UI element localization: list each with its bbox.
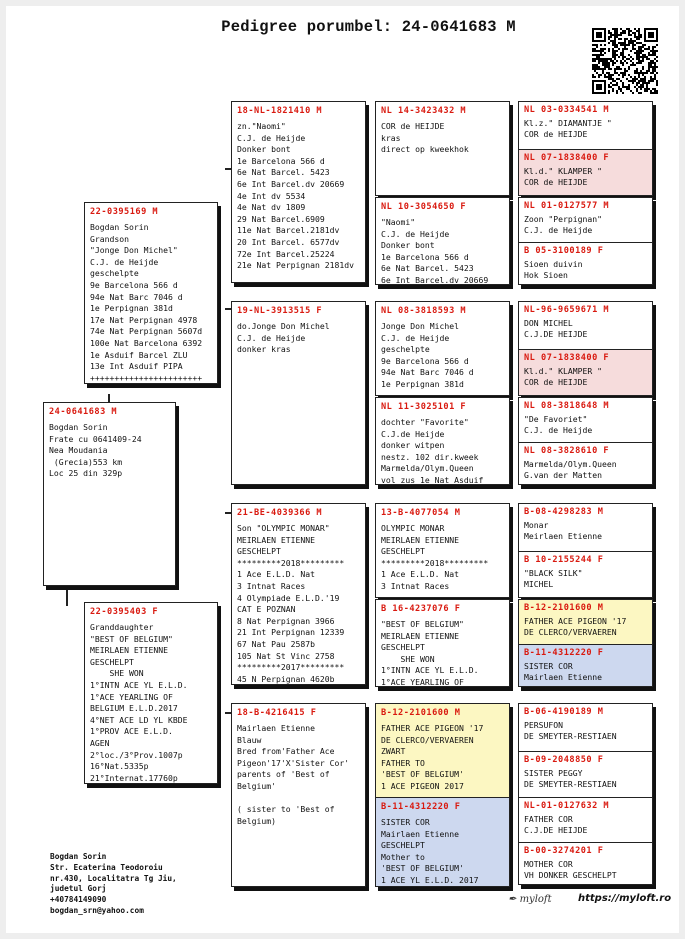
pedigree-line: nestz. 102 dir.kweek — [381, 451, 479, 462]
pedigree-line: MEIRLAEN ETIENNE — [90, 645, 168, 656]
ancestor-entry — [519, 398, 652, 442]
pedigree-line: donker kras — [237, 344, 291, 355]
great-grandparent-card — [375, 101, 510, 196]
dam-lines — [90, 622, 212, 784]
great-grandparent-card — [375, 197, 510, 285]
ancestor-entry — [519, 551, 652, 598]
pedigree-line: DE SMEYTER-RESTIAEN — [524, 779, 617, 789]
pedigree-line: 1 ACE PIGEON 2017 — [381, 780, 464, 791]
connector — [66, 584, 68, 606]
pedigree-line: 6e Nat Barcel. 5423 — [381, 263, 474, 274]
pedigree-line: 21°Internat.17760p — [90, 772, 178, 783]
pedigree-line: SISTER COR — [524, 661, 573, 671]
great-grandparent-card — [375, 797, 510, 887]
pedigree-line: 6e Int Barcel.dv 20669 — [237, 178, 345, 189]
pedigree-line: *********2017********* — [237, 662, 345, 673]
ring-number: 19-NL-3913515 F — [237, 306, 323, 316]
pedigree-line: MEIRLAEN ETIENNE — [381, 534, 459, 545]
pedigree-line: Donker bont — [381, 240, 435, 251]
ring-number: 22-0395403 F — [90, 607, 159, 617]
pedigree-line: OLYMPIC MONAR — [381, 523, 445, 533]
ancestor-entry — [519, 798, 652, 842]
pedigree-line — [237, 793, 360, 805]
pedigree-line: Hok Sioen — [524, 270, 568, 280]
pedigree-line: Pigeon'17'X'Sister Cor' — [237, 757, 350, 768]
ring-number: NL-96-9659671 M — [524, 305, 610, 315]
ancestor-entry — [519, 198, 652, 242]
pedigree-line: C.J. de Heijde — [90, 256, 159, 267]
pedigree-line: "BEST OF BELGIUM" — [381, 619, 464, 629]
pedigree-line: PERSUFON — [524, 720, 563, 730]
ring-number: B-11-4312220 F — [381, 802, 461, 812]
ring-number: NL 08-3818648 M — [524, 401, 610, 411]
pedigree-line: 1e Barcelona 566 d — [237, 155, 325, 166]
ring-number: NL 03-0334541 M — [524, 105, 610, 115]
pedigree-line: C.J. de Heijde — [381, 332, 450, 343]
pedigree-line: donker witpen — [381, 440, 445, 451]
logo-text: myloft — [519, 894, 552, 905]
pedigree-line: GESCHELPT — [381, 840, 425, 851]
pedigree-line: Meirlaen Etienne — [524, 531, 602, 541]
pedigree-line: 4°NET ACE LD YL KBDE — [90, 714, 188, 725]
ring-number: 18-B-4216415 F — [237, 708, 317, 718]
pedigree-line: COR de HEIJDE — [381, 121, 445, 131]
pedigree-line: 45 N Perpignan 4620b — [237, 673, 335, 684]
owner-street: Str. Ecaterina Teodoroiu — [50, 862, 163, 872]
pedigree-line: 9e Barcelona 566 d — [90, 279, 178, 290]
ring-number: B 05-3100189 F — [524, 246, 604, 256]
gp-dd-lines — [237, 723, 360, 827]
ancestor-entry — [519, 149, 652, 196]
pedigree-line: direct op kweekhok — [381, 144, 469, 155]
great-great-grandparent-pair — [518, 797, 653, 885]
pedigree-line: C.J.de Heijde — [381, 428, 445, 439]
pedigree-line: 4e Nat dv 1809 — [237, 202, 306, 213]
ancestor-entry — [519, 644, 652, 687]
pedigree-line: Jonge Don Michel — [381, 321, 459, 331]
pedigree-line: 1°INTN ACE YL E.L.D. — [90, 679, 188, 690]
great-grandparent-card — [375, 599, 510, 687]
pedigree-line: Mother to — [381, 851, 425, 862]
sire-card — [84, 202, 218, 384]
pedigree-line: 1°PROV ACE E.L.D. — [90, 726, 173, 737]
great-grandparent-card — [375, 503, 510, 598]
pedigree-line: DE CLERCO/VERVAEREN — [524, 627, 617, 637]
pedigree-line: 'BEST OF BELGIUM' — [381, 863, 464, 874]
pedigree-line: AGEN — [90, 737, 110, 748]
pedigree-line: DE CLERCO/VERVAEREN — [381, 734, 474, 745]
ancestor-entry — [519, 600, 652, 644]
ring-number: NL 07-1838400 F — [524, 353, 610, 363]
pedigree-line: 1e Perpignan 381d — [90, 303, 173, 314]
pedigree-line: Kl.d." KLAMPER " — [524, 366, 602, 376]
pedigree-line: GESCHELPT — [90, 656, 134, 667]
pedigree-line: 13e Int Asduif PIPA — [90, 361, 183, 372]
sire-lines — [90, 222, 212, 384]
granddam-sire-side-card — [231, 301, 366, 485]
pedigree-line: 1°ACE YEARLING OF — [90, 691, 173, 702]
owner-contact — [50, 852, 177, 917]
pedigree-line: vol zus 1e Nat Asduif — [381, 474, 484, 485]
pedigree-line: 4 Olympiade E.L.D.'19 — [237, 592, 340, 603]
ancestor-entry — [519, 842, 652, 885]
pedigree-line: parents of 'Best of — [237, 769, 330, 780]
pedigree-line: C.J. de Heijde — [381, 228, 450, 239]
pedigree-line: Zoon "Perpignan" — [524, 214, 602, 224]
owner-email[interactable]: bogdan_srn@yahoo.com — [50, 905, 144, 915]
pedigree-line: DON MICHEL — [524, 318, 573, 328]
pedigree-line: COR de HEIJDE — [524, 377, 588, 387]
ring-number: B 10-2155244 F — [524, 555, 604, 565]
great-great-grandparent-pair — [518, 197, 653, 285]
pedigree-line: 1°ACE YEARLING OF — [381, 676, 464, 687]
pedigree-line: GESCHELPT — [381, 642, 425, 653]
pedigree-line: BELGIUM E.L.D.2017 — [90, 703, 178, 714]
pedigree-line: 3 Intnat Races — [381, 580, 450, 591]
pedigree-line: C.J. de Heijde — [237, 132, 306, 143]
pedigree-line: 17e Nat Perpignan 4978 — [90, 314, 198, 325]
pedigree-line: 1e Perpignan 381d — [381, 378, 464, 389]
pedigree-line: FATHER TO — [381, 757, 425, 768]
pedigree-line: Kl.z." DIAMANTJE " — [524, 118, 612, 128]
pedigree-line: 1 ACE YL E.L.D. 2017 — [381, 874, 479, 885]
pedigree-line: VH DONKER GESCHELPT — [524, 870, 617, 880]
pedigree-line: 1 Ace E.L.D. Nat — [237, 569, 315, 580]
grandsire-dam-side-card — [231, 503, 366, 685]
ring-number: B-06-4190189 M — [524, 707, 604, 717]
pedigree-line: Bogdan Sorin — [90, 222, 149, 232]
pedigree-line: 6e Nat Barcel. 5423 — [237, 167, 330, 178]
ring-number: NL 08-3818593 M — [381, 306, 467, 316]
ring-number: NL 11-3025101 F — [381, 402, 467, 412]
pedigree-line: 21 Int Perpignan 12339 — [237, 627, 345, 638]
pedigree-line: 3 Intnat Races — [237, 580, 306, 591]
pedigree-line: zn."Naomi" — [237, 121, 286, 131]
pedigree-line: Son "OLYMPIC MONAR" — [237, 523, 330, 533]
gp-sd-lines — [237, 321, 360, 356]
pedigree-line: Belgium) — [237, 815, 276, 826]
pedigree-line: MOTHER COR — [524, 859, 573, 869]
footer-url[interactable]: https://myloft.ro — [578, 893, 672, 904]
ring-number: B-09-2048850 F — [524, 755, 604, 765]
pedigree-line: geschelpte — [90, 268, 139, 279]
pedigree-line: 20 Int Barcel. 6577dv — [237, 236, 340, 247]
great-great-grandparent-pair — [518, 599, 653, 687]
pedigree-line: Monar — [524, 520, 549, 530]
pedigree-line: "De Favoriet" — [524, 414, 588, 424]
pedigree-line: FATHER ACE PIGEON '17 — [381, 723, 484, 733]
pedigree-line: SISTER PEGGY — [524, 768, 583, 778]
pedigree-line: G.van der Matten — [524, 470, 602, 480]
pedigree-line: Bred from'Father Ace — [237, 746, 335, 757]
ring-number: 13-B-4077054 M — [381, 508, 461, 518]
pedigree-line: Loc 25 din 329p — [49, 468, 123, 479]
pedigree-line: 9e Barcelona 566 d — [381, 355, 469, 366]
pedigree-line: Marmelda/Olym.Queen — [524, 459, 617, 469]
pedigree-line: Kl.d." KLAMPER " — [524, 166, 602, 176]
pedigree-line: COR de HEIJDE — [524, 177, 588, 187]
great-great-grandparent-pair — [518, 503, 653, 598]
pedigree-line: C.J.DE HEIJDE — [524, 329, 588, 339]
pedigree-line: geschelpte — [381, 344, 430, 355]
pedigree-line: FATHER COR — [524, 814, 573, 824]
pedigree-line: Mairlaen Etienne — [237, 723, 315, 733]
pedigree-line: MEIRLAEN ETIENNE — [381, 630, 459, 641]
ancestor-entry — [519, 504, 652, 551]
pedigree-line: Granddaughter — [90, 622, 154, 632]
grandsire-sire-side-card — [231, 101, 366, 283]
pedigree-line: Bogdan Sorin — [49, 422, 108, 432]
pedigree-line: SHE WON — [381, 653, 435, 664]
page-title: Pedigree porumbel: 24-0641683 M — [221, 18, 516, 36]
pedigree-line: 'BEST OF BELGIUM' — [381, 769, 464, 780]
great-great-grandparent-pair — [518, 101, 653, 196]
dam-card — [84, 602, 218, 784]
pedigree-line: C.J. de Heijde — [524, 225, 593, 235]
ring-number: NL 08-3828610 F — [524, 446, 610, 456]
pedigree-line: Nea Moudania — [49, 445, 108, 456]
pedigree-line: 1°INTN ACE YL E.L.D. — [381, 665, 479, 676]
pedigree-line: 16°Nat.5335p — [90, 761, 149, 772]
ring-number: NL 07-1838400 F — [524, 153, 610, 163]
pedigree-line: "BEST OF BELGIUM" — [90, 633, 173, 644]
ring-number: B 16-4237076 F — [381, 604, 461, 614]
great-great-grandparent-pair — [518, 397, 653, 485]
ring-number: B-12-2101600 M — [524, 603, 604, 613]
pedigree-line: Marmelda/Olym.Queen — [381, 463, 474, 474]
great-grandparent-card — [375, 397, 510, 485]
pedigree-line: CAT E POZNAN — [237, 604, 296, 615]
pedigree-line: *********2018********* — [237, 557, 345, 568]
ancestor-entry — [519, 704, 652, 751]
pedigree-line: ( sister to 'Best of — [237, 804, 335, 815]
pedigree-line: 94e Nat Barc 7046 d — [90, 291, 183, 302]
ancestor-entry — [519, 751, 652, 798]
pedigree-line: dochter "Favorite" — [381, 417, 469, 427]
pedigree-line: 29 Nat Barcel.6909 — [237, 213, 325, 224]
pedigree-line: "Naomi" — [381, 217, 416, 227]
pedigree-line: 94e Nat Barc 7046 d — [381, 367, 474, 378]
pedigree-line: SISTER COR — [381, 817, 430, 827]
pedigree-line: 21e Nat Perpignan 2181dv — [237, 260, 354, 271]
pedigree-line: MICHEL — [524, 579, 554, 589]
ancestor-entry — [519, 302, 652, 349]
pedigree-line: SHE WON — [90, 668, 144, 679]
subject-card — [43, 402, 176, 586]
pedigree-line: MEIRLAEN ETIENNE — [237, 534, 315, 545]
gp-ds-lines — [237, 523, 360, 685]
great-grandparent-card — [375, 703, 510, 798]
pedigree-line: Donker bont — [237, 144, 291, 155]
pedigree-line: +++++++++++++++++++++++ — [90, 372, 203, 383]
pedigree-line: Blauw — [237, 734, 262, 745]
pedigree-line: Grandson — [90, 233, 129, 244]
owner-name: Bogdan Sorin — [50, 852, 107, 861]
pedigree-line: C.J. de Heijde — [237, 332, 306, 343]
ring-number: 24-0641683 M — [49, 407, 118, 417]
ring-number: 18-NL-1821410 M — [237, 106, 323, 116]
pedigree-line: Sioen duivin — [524, 259, 583, 269]
pedigree-line: C.J.DE HEIJDE — [524, 825, 588, 835]
pedigree-line: 1 Ace E.L.D. Nat — [381, 569, 459, 580]
qr-code — [592, 28, 658, 94]
ring-number: 21-BE-4039366 M — [237, 508, 323, 518]
ring-number: B-12-2101600 M — [381, 708, 461, 718]
ring-number: NL 14-3423432 M — [381, 106, 467, 116]
pedigree-line: "BLACK SILK" — [524, 568, 583, 578]
myloft-logo: ✒︎ myloft — [508, 894, 552, 905]
pedigree-line: GESCHELPT — [237, 546, 281, 557]
pedigree-line: Frate cu 0641409-24 — [49, 433, 142, 444]
pedigree-line: 4e Int dv 5534 — [237, 190, 306, 201]
owner-phone: +40784149090 — [50, 895, 107, 905]
ancestor-entry — [519, 102, 652, 149]
pedigree-line: 2°loc./3°Prov.1007p — [90, 749, 183, 760]
pedigree-line: COR de HEIJDE — [524, 129, 588, 139]
ancestor-entry — [519, 242, 652, 285]
owner-county: judetul Gorj — [50, 884, 107, 894]
ring-number: B-11-4312220 F — [524, 648, 604, 658]
pedigree-line: kras — [381, 132, 401, 143]
pedigree-line: DE SMEYTER-RESTIAEN — [524, 731, 617, 741]
owner-city: nr.430, Localitatra Tg Jiu, — [50, 873, 177, 883]
subject-lines — [49, 422, 170, 480]
pedigree-line: "Jonge Don Michel" — [90, 245, 178, 256]
pedigree-line: 6e Int Barcel.dv 20669 — [381, 274, 489, 285]
pedigree-line: FATHER ACE PIGEON '17 — [524, 616, 627, 626]
ancestor-entry — [519, 442, 652, 485]
pedigree-line: Belgium' — [237, 780, 276, 791]
pedigree-line: Mairlaen Etienne — [524, 672, 602, 682]
pedigree-line: 74e Nat Perpignan 5607d — [90, 326, 203, 337]
pedigree-line: 105 Nat St Vinc 2758 — [237, 650, 335, 661]
pedigree-line: ZWART — [381, 746, 406, 757]
ring-number: B-00-3274201 F — [524, 846, 604, 856]
granddam-dam-side-card — [231, 703, 366, 887]
great-great-grandparent-pair — [518, 703, 653, 798]
ring-number: 22-0395169 M — [90, 207, 159, 217]
ring-number: B-08-4298283 M — [524, 507, 604, 517]
pedigree-line: 1e Asduif Barcel ZLU — [90, 349, 188, 360]
gp-ss-lines — [237, 121, 360, 272]
ring-number: NL 10-3054650 F — [381, 202, 467, 212]
pedigree-line: do.Jonge Don Michel — [237, 321, 330, 331]
pedigree-line: 100e Nat Barcelona 6392 — [90, 337, 203, 348]
pedigree-line: *********2018********* — [381, 557, 489, 568]
ring-number: NL-01-0127632 M — [524, 801, 610, 811]
pedigree-line: 8 Nat Perpignan 3966 — [237, 615, 335, 626]
great-great-grandparent-pair — [518, 301, 653, 396]
ring-number: NL 01-0127577 M — [524, 201, 610, 211]
pedigree-line: 11e Nat Barcel.2181dv — [237, 225, 340, 236]
pedigree-line: 72e Int Barcel.25224 — [237, 248, 335, 259]
great-grandparent-card — [375, 301, 510, 396]
pedigree-line: GESCHELPT — [381, 546, 425, 557]
pedigree-line: C.J. de Heijde — [524, 425, 593, 435]
pedigree-line: 67 Nat Pau 2587b — [237, 638, 315, 649]
pedigree-line: (Grecia)553 km — [49, 456, 123, 467]
pedigree-line: 1e Barcelona 566 d — [381, 251, 469, 262]
ancestor-entry — [519, 349, 652, 396]
pedigree-line: Mairlaen Etienne — [381, 828, 459, 839]
